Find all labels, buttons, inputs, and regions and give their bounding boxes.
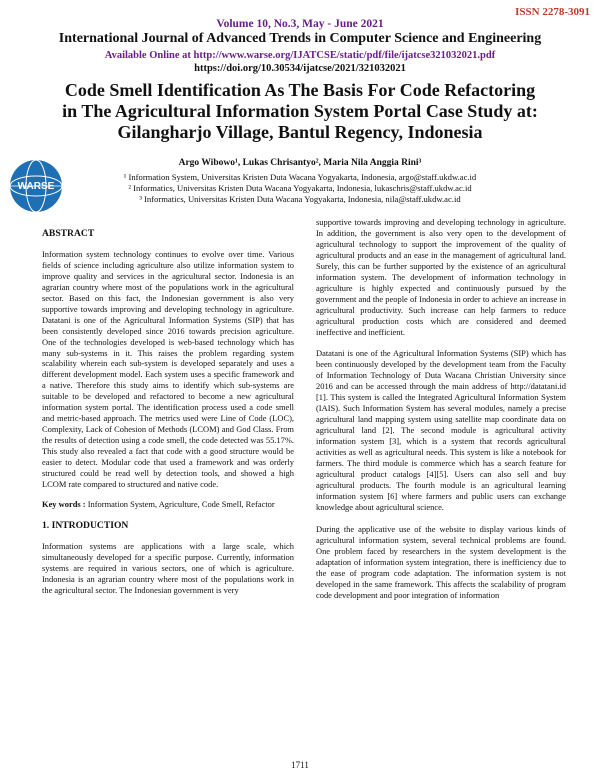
title-line: Code Smell Identification As The Basis For Code Refactoring xyxy=(64,80,536,100)
keywords-label: Key words : xyxy=(42,498,86,509)
affiliation-3: ³ Informatics, Universitas Kristen Duta Wacana Yogyakarta, Indonesia, nila@staff.ukdw.ac.id xyxy=(139,194,461,204)
title-line: in The Agricultural Information System Portal Case Study at: xyxy=(62,101,538,121)
right-para-1: supportive towards improving and developing technology in agriculture. In addition, the government is also very open to the development of agricultural technology to support the improvement of the quality of agricultural products and an ease in the management of agricultural land. Surely, this can be further supported by the existence of an agricultural information system. The development of information technology in agriculture is highly expected and continuously pursued by the government and the people of Indonesia in order to achieve an increase in agricultural productivity. Such increase can help farmers to reduce agricultural production costs which are considered and deemed ineffective and inefficient. xyxy=(316,217,566,337)
available-online-link[interactable]: Available Online at http://www.warse.org/IJATCSE/static/pdf/file/ijatcse321032021.pdf xyxy=(104,50,496,61)
author-list: Argo Wibowo¹, Lukas Chrisantyo², Maria Nila Anggia Rini³ xyxy=(178,158,422,168)
keywords-text: Information System, Agriculture, Code Smell, Refactor xyxy=(85,498,275,509)
abstract-text: Information system technology continues to evolve over time. Various fields of science including agriculture also utilize information system to improve quality and services in the agricultural sector. Indonesia is an agrarian country where most of the populations work in the agricultural sector. Based on this fact, the Indonesian government is also very supportive towards improving and developing technology in agriculture. Datatani is one of the Agricultural Information Systems (SIP) that has been consistently developed since 2016 towards precision agriculture. One of the technologies developed is web-based technology which has many sub-systems in it. This raises the problem regarding system scalability wherein each sub-system is developed separately and uses a different development model. Each system uses a specific framework and a native. Therefore this study aims to identify which sub-systems are suitable to be developed and refactored to become a new agricultural information system portal. The identification process used a code smell and metric-based approach. The metrics used were Line of Code (LOC), Complexity, Lack of Cohesion of Methods (LCOM) and God Class. From the results of detection using a code smell, the code detected was 55.17%. This study also revealed a fact that code with a good structure would be easier to detect. Modular code that used a framework and was orderly structured could be read well by detection tools, and showed a high LCOM rate compared to structured and native code. xyxy=(42,248,294,489)
affiliation-2: ² Informatics, Universitas Kristen Duta Wacana Yogyakarta, Indonesia, lukaschris@staff.ukdw.ac.id xyxy=(128,183,472,193)
warse-logo xyxy=(8,158,64,214)
journal-name: International Journal of Advanced Trends in Computer Science and Engineering xyxy=(58,31,542,46)
logo-text: WARSE xyxy=(17,181,55,192)
paper-title xyxy=(40,80,560,143)
right-para-2: Datatani is one of the Agricultural Information Systems (SIP) which has been continuously developed by the development team from the Faculty of Information Technology of Duta Wacana Christian University since 2016 and can be accessed through the main address of http://datatani.id [1]. This system is called the Integrated Agricultural Information System (IAIS). Such Information System has several modules, namely a precise agricultural land mapping system using satellite map coordinate data on agricultural land [2]. The second module is agricultural activity information system [3], which is a system that records agricultural activities as well as agricultural needs. This system is like a notebook for farmers. The third module is commerce which has a search feature for agricultural product catalogs [4][5]. Users can also sell and buy agricultural products. The fourth module is an agricultural learning information system [6] where farmers and public users can exchange knowledge about agricultural science. xyxy=(316,348,566,512)
left-column xyxy=(42,229,294,596)
right-column xyxy=(316,163,566,600)
title-line: Gilangharjo Village, Bantul Regency, Indonesia xyxy=(117,122,483,142)
affiliation-1: ¹ Information System, Universitas Kristen Duta Wacana Yogyakarta, Indonesia, argo@staff.ukdw.ac.id xyxy=(123,172,477,182)
issn-label: ISSN 2278-3091 xyxy=(515,6,590,18)
intro-text: Information systems are applications with a large scale, which simultaneously developed for a specific purpose. Currently, information systems are required in various sectors, one of which is agriculture. Indonesia is an agrarian country where most of the populations work in the agricultural sector. The Indonesian government is very xyxy=(42,540,294,595)
keywords xyxy=(42,499,294,510)
abstract-heading: ABSTRACT xyxy=(42,228,95,239)
page-number: 1711 xyxy=(291,760,309,770)
doi-link[interactable]: https://doi.org/10.30534/ijatcse/2021/321032021 xyxy=(194,63,406,74)
volume-line: Volume 10, No.3, May - June 2021 xyxy=(216,18,384,30)
intro-heading: 1. INTRODUCTION xyxy=(42,519,129,531)
right-para-3: During the applicative use of the website to display various kinds of agricultural information system, several technical problems are found. One problem faced by researchers in the system development is the adaptation of information system integration, there is inefficiency due to the ease of program code adaptation. The information system is not developed in the same framework. This affects the scalability of program code development and poor integration of information xyxy=(316,523,566,600)
